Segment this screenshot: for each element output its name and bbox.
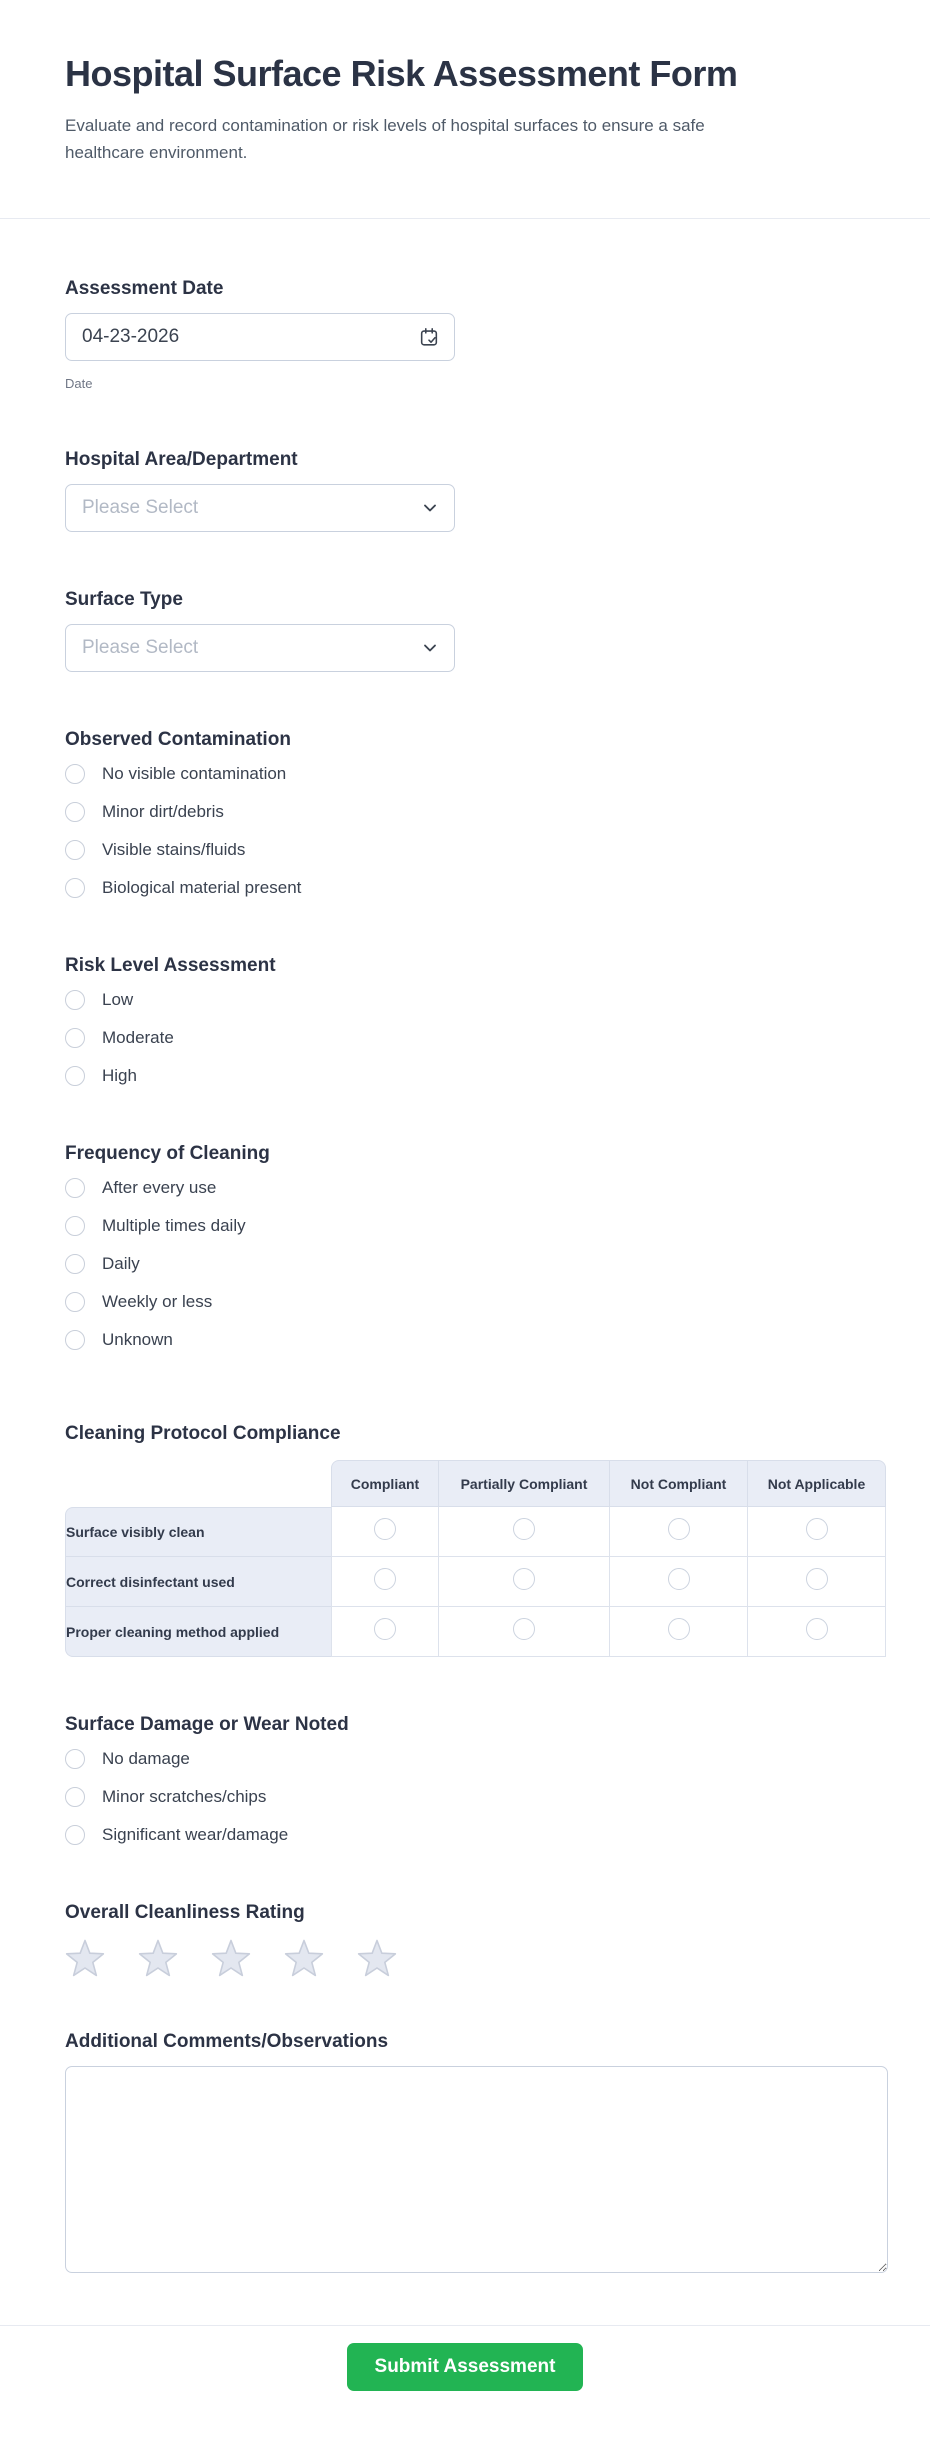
radio-button-icon[interactable]: [374, 1568, 396, 1590]
footer-divider: [0, 2325, 930, 2326]
table-row: [65, 1607, 886, 1657]
radio-option[interactable]: [65, 878, 888, 898]
submit-bar: [0, 2343, 930, 2447]
radio-button-icon[interactable]: [65, 1254, 85, 1274]
hospital-area-select[interactable]: [65, 484, 455, 532]
compliance-matrix-table: [65, 1460, 886, 1657]
radio-option-label: Weekly or less: [102, 1292, 213, 1311]
star-icon[interactable]: [65, 1939, 105, 1982]
radio-button-icon[interactable]: [513, 1618, 535, 1640]
surface-type-label: Surface Type: [65, 589, 183, 610]
radio-option[interactable]: [65, 802, 888, 822]
radio-option[interactable]: [65, 764, 888, 784]
radio-option[interactable]: [65, 1292, 888, 1312]
star-rating: [65, 1939, 888, 1982]
matrix-cell[interactable]: [438, 1607, 609, 1657]
radio-button-icon[interactable]: [806, 1518, 828, 1540]
radio-button-icon[interactable]: [65, 802, 85, 822]
form-subtitle: Evaluate and record contamination or risk levels of hospital surfaces to ensure a safe healthcare environment.: [65, 116, 705, 162]
radio-option[interactable]: [65, 1787, 888, 1807]
star-icon[interactable]: [357, 1939, 397, 1982]
radio-option[interactable]: [65, 1254, 888, 1274]
radio-button-icon[interactable]: [374, 1618, 396, 1640]
assessment-date-label: Assessment Date: [65, 278, 224, 299]
matrix-cell[interactable]: [747, 1557, 886, 1607]
risk-level-label: Risk Level Assessment: [65, 955, 276, 976]
surface-damage-label: Surface Damage or Wear Noted: [65, 1714, 349, 1735]
matrix-cell[interactable]: [331, 1607, 438, 1657]
cleanliness-rating-label: Overall Cleanliness Rating: [65, 1902, 305, 1923]
radio-button-icon[interactable]: [65, 1178, 85, 1198]
question-surface-damage: [65, 1713, 888, 1845]
radio-option[interactable]: [65, 1066, 888, 1086]
cleaning-frequency-label: Frequency of Cleaning: [65, 1143, 270, 1164]
radio-button-icon[interactable]: [513, 1568, 535, 1590]
radio-option-label: Significant wear/damage: [102, 1825, 289, 1844]
matrix-cell[interactable]: [747, 1507, 886, 1557]
matrix-cell[interactable]: [747, 1607, 886, 1657]
matrix-corner-cell: [65, 1460, 331, 1507]
radio-option[interactable]: [65, 1330, 888, 1350]
radio-option-label: Unknown: [102, 1330, 173, 1349]
cleaning-frequency-options: [65, 1178, 888, 1350]
radio-button-icon[interactable]: [65, 840, 85, 860]
question-assessment-date: [65, 277, 888, 392]
radio-button-icon[interactable]: [65, 1825, 85, 1845]
matrix-column-header: Partially Compliant: [438, 1460, 609, 1507]
comments-label: Additional Comments/Observations: [65, 2031, 389, 2052]
radio-button-icon[interactable]: [806, 1568, 828, 1590]
matrix-cell[interactable]: [331, 1507, 438, 1557]
question-risk-level: [65, 954, 888, 1086]
surface-type-placeholder: Please Select: [82, 637, 199, 658]
radio-button-icon[interactable]: [65, 764, 85, 784]
radio-button-icon[interactable]: [65, 878, 85, 898]
matrix-row-header: Correct disinfectant used: [65, 1557, 331, 1607]
radio-button-icon[interactable]: [668, 1568, 690, 1590]
matrix-cell[interactable]: [609, 1507, 747, 1557]
form-body: [0, 219, 930, 2273]
table-row: [65, 1557, 886, 1607]
radio-option[interactable]: [65, 1749, 888, 1769]
radio-option-label: Visible stains/fluids: [102, 840, 246, 859]
radio-option[interactable]: [65, 1825, 888, 1845]
question-cleaning-frequency: [65, 1142, 888, 1350]
observed-contamination-options: [65, 764, 888, 898]
protocol-compliance-label: Cleaning Protocol Compliance: [65, 1423, 341, 1444]
form-header: [0, 0, 930, 166]
radio-option-label: Moderate: [102, 1028, 174, 1047]
matrix-cell[interactable]: [438, 1507, 609, 1557]
radio-button-icon[interactable]: [65, 1292, 85, 1312]
matrix-cell[interactable]: [331, 1557, 438, 1607]
radio-option-label: Biological material present: [102, 878, 302, 897]
question-observed-contamination: [65, 728, 888, 898]
page-title: Hospital Surface Risk Assessment Form: [65, 53, 738, 94]
radio-option-label: After every use: [102, 1178, 217, 1197]
matrix-cell[interactable]: [609, 1607, 747, 1657]
assessment-date-sublabel: Date: [65, 376, 93, 391]
radio-option[interactable]: [65, 840, 888, 860]
radio-option[interactable]: [65, 1216, 888, 1236]
assessment-date-input[interactable]: [65, 313, 455, 361]
comments-textarea[interactable]: [65, 2066, 888, 2273]
table-row: [65, 1507, 886, 1557]
radio-option[interactable]: [65, 990, 888, 1010]
star-icon[interactable]: [211, 1939, 251, 1982]
hospital-area-label: Hospital Area/Department: [65, 449, 298, 470]
matrix-column-header: Not Compliant: [609, 1460, 747, 1507]
matrix-cell[interactable]: [609, 1557, 747, 1607]
radio-button-icon[interactable]: [668, 1518, 690, 1540]
assessment-date-value: 04-23-2026: [82, 326, 180, 347]
radio-option-label: Daily: [102, 1254, 140, 1273]
radio-button-icon[interactable]: [513, 1518, 535, 1540]
surface-damage-options: [65, 1749, 888, 1845]
matrix-column-header: Compliant: [331, 1460, 438, 1507]
radio-button-icon[interactable]: [65, 1216, 85, 1236]
question-cleanliness-rating: [65, 1901, 888, 1982]
matrix-column-header: Not Applicable: [747, 1460, 886, 1507]
radio-button-icon[interactable]: [65, 990, 85, 1010]
radio-button-icon[interactable]: [65, 1787, 85, 1807]
star-icon[interactable]: [138, 1939, 178, 1982]
radio-option-label: Minor dirt/debris: [102, 802, 224, 821]
matrix-cell[interactable]: [438, 1557, 609, 1607]
radio-option-label: Minor scratches/chips: [102, 1787, 267, 1806]
matrix-row-header: Proper cleaning method applied: [65, 1607, 331, 1657]
radio-option-label: Low: [102, 990, 134, 1009]
radio-button-icon[interactable]: [806, 1618, 828, 1640]
radio-option-label: High: [102, 1066, 137, 1085]
radio-option[interactable]: [65, 1178, 888, 1198]
observed-contamination-label: Observed Contamination: [65, 729, 291, 750]
star-icon[interactable]: [284, 1939, 324, 1982]
question-surface-type: [65, 588, 888, 672]
radio-button-icon[interactable]: [668, 1618, 690, 1640]
chevron-down-icon: [420, 638, 440, 658]
radio-option-label: No visible contamination: [102, 764, 287, 783]
radio-button-icon[interactable]: [374, 1518, 396, 1540]
radio-button-icon[interactable]: [65, 1028, 85, 1048]
surface-type-select[interactable]: [65, 624, 455, 672]
radio-option-label: Multiple times daily: [102, 1216, 246, 1235]
hospital-area-placeholder: Please Select: [82, 497, 199, 518]
question-hospital-area: [65, 448, 888, 532]
calendar-check-icon[interactable]: [418, 326, 440, 348]
question-protocol-compliance: [65, 1422, 888, 1657]
radio-button-icon[interactable]: [65, 1066, 85, 1086]
radio-option[interactable]: [65, 1028, 888, 1048]
submit-button[interactable]: Submit Assessment: [347, 2343, 584, 2391]
risk-level-options: [65, 990, 888, 1086]
radio-option-label: No damage: [102, 1749, 190, 1768]
radio-button-icon[interactable]: [65, 1749, 85, 1769]
matrix-row-header: Surface visibly clean: [65, 1507, 331, 1557]
question-comments: [65, 2030, 888, 2273]
chevron-down-icon: [420, 498, 440, 518]
radio-button-icon[interactable]: [65, 1330, 85, 1350]
